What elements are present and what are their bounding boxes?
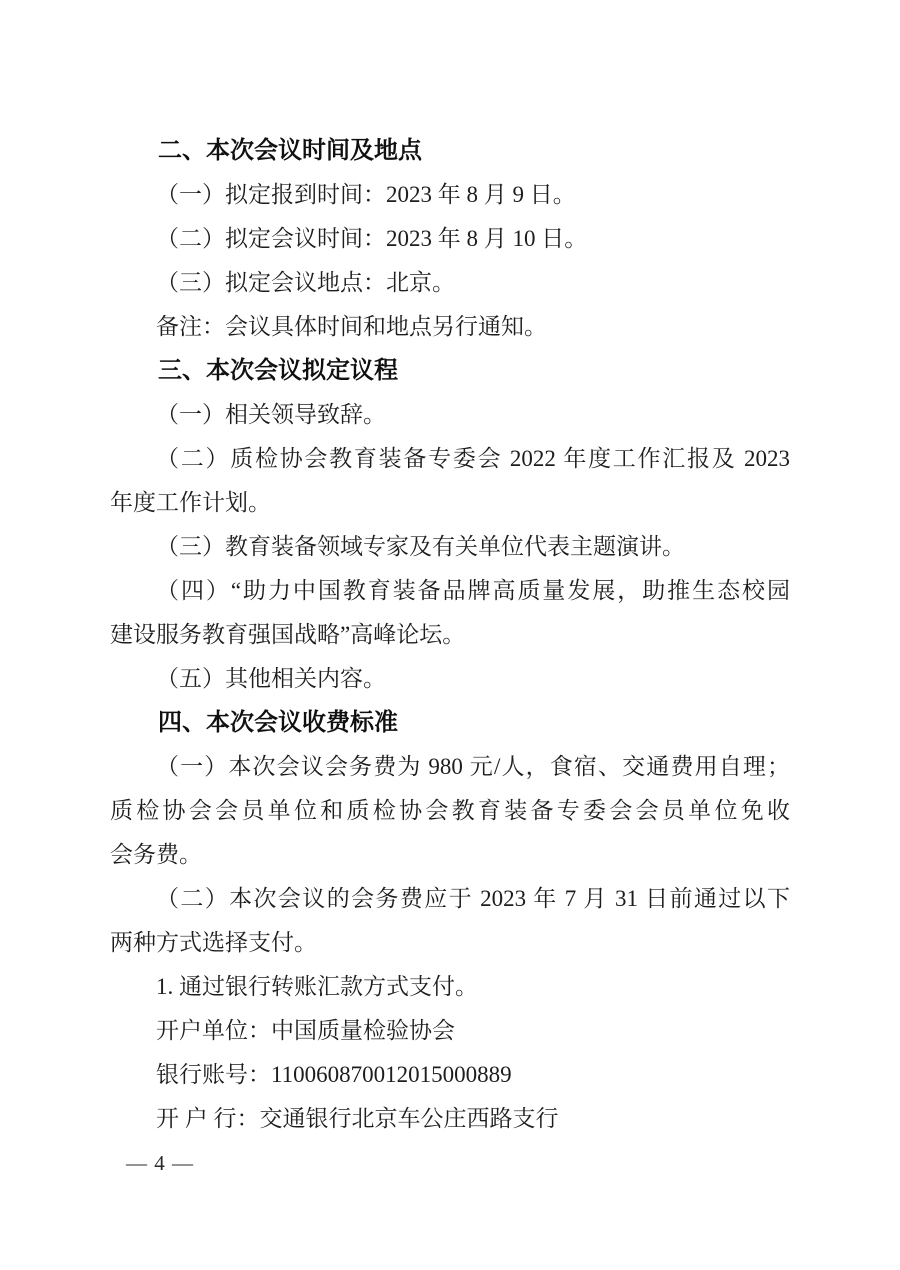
line-fee-deadline-2b: 两种方式选择支付。 (110, 930, 317, 955)
line-meeting-date: （二）拟定会议时间：2023 年 8 月 10 日。 (156, 226, 588, 251)
line-account-number: 银行账号：110060870012015000889 (156, 1062, 512, 1087)
line-agenda-5: （五）其他相关内容。 (156, 666, 386, 691)
line-agenda-2a: （二）质检协会教育装备专委会 2022 年度工作汇报及 2023 (156, 446, 790, 471)
heading-section-2: 二、本次会议时间及地点 (158, 137, 422, 164)
line-fee-standard-1c: 会务费。 (110, 842, 202, 867)
line-fee-deadline-2a: （二）本次会议的会务费应于 2023 年 7 月 31 日前通过以下 (156, 886, 790, 911)
heading-section-3: 三、本次会议拟定议程 (158, 357, 398, 384)
line-agenda-4b: 建设服务教育强国战略”高峰论坛。 (110, 622, 466, 647)
line-agenda-4a: （四）“助力中国教育装备品牌高质量发展，助推生态校园 (156, 578, 790, 603)
line-remark: 备注：会议具体时间和地点另行通知。 (156, 314, 547, 339)
page-number: — 4 — (126, 1151, 194, 1175)
line-meeting-location: （三）拟定会议地点：北京。 (156, 270, 455, 295)
line-agenda-1: （一）相关领导致辞。 (156, 402, 386, 427)
line-checkin-date: （一）拟定报到时间：2023 年 8 月 9 日。 (156, 182, 576, 207)
line-fee-standard-1b: 质检协会会员单位和质检协会教育装备专委会会员单位免收 (110, 798, 790, 823)
line-fee-standard-1a: （一）本次会议会务费为 980 元/人，食宿、交通费用自理； (156, 754, 790, 779)
line-payment-method-1: 1. 通过银行转账汇款方式支付。 (156, 974, 478, 999)
line-agenda-2b: 年度工作计划。 (110, 490, 271, 515)
line-agenda-3: （三）教育装备领域专家及有关单位代表主题演讲。 (156, 534, 685, 559)
line-account-name: 开户单位：中国质量检验协会 (156, 1018, 455, 1043)
line-bank-branch: 开 户 行：交通银行北京车公庄西路支行 (156, 1106, 559, 1131)
heading-section-4: 四、本次会议收费标准 (158, 709, 398, 736)
